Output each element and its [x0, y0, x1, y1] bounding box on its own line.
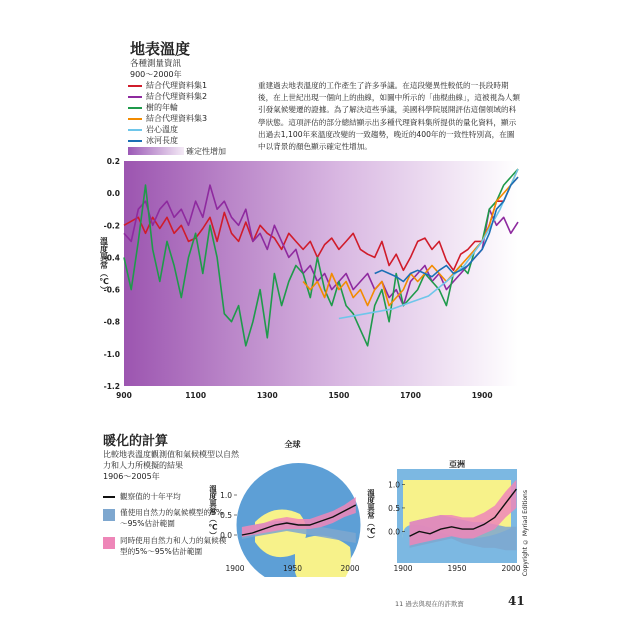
legend-label: 岩心溫度	[146, 125, 178, 134]
y-axis-label: 溫度異常（℃）	[208, 485, 218, 539]
subtitle: 各種測量資訊	[130, 59, 182, 69]
section-title: 暖化的計算	[103, 434, 169, 449]
y-tick-label: 0.2	[106, 157, 120, 166]
page-title: 地表溫度	[130, 40, 191, 58]
y-tick-label: -0.8	[103, 317, 120, 327]
y-tick-label: 0.5	[388, 503, 400, 513]
x-tick-label: 1100	[185, 391, 207, 400]
asia-model-chart	[365, 455, 523, 577]
legend-label: 結合代理資料集3	[146, 114, 208, 123]
x-tick-label: 1300	[256, 391, 278, 400]
legend-label: 結合代理資料集1	[146, 81, 208, 90]
y-tick-label: -0.4	[103, 253, 120, 263]
y-tick-label: 0.0	[388, 527, 400, 537]
y-tick-label: -1.0	[103, 349, 120, 359]
intro-paragraph: 重建過去地表溫度的工作產生了許多爭議。在這段變異性較低的一長段時期後，在上世紀出現一個向上的曲線，如圖中所示的「曲棍曲線」，這被視為人類引發氣候變遷的證據。為了解決這些爭議，美國科學院展開評估這個領域的科學狀態。這項評估的部分總結顯示出多種代理資料集所提供的量化資料，顯示出過去1,100年來溫度改變的一致趨勢，晚近的400年的一致性特別高，在圖中以背景的顏色顯示確定性增加。	[258, 81, 520, 152]
bottom-legend-label: 僅使用自然力的氣候模型的5%～95%估計範圍	[120, 508, 224, 528]
natural-band-swatch	[103, 509, 115, 521]
x-tick-label: 1900	[471, 391, 493, 400]
legend-swatch	[128, 96, 142, 98]
legend-swatch	[128, 107, 142, 109]
y-axis-label: 溫度異常（℃）	[100, 237, 109, 294]
y-tick-label: 1.0	[388, 480, 400, 490]
legend-label: 冰河長度	[146, 136, 178, 145]
y-axis-label: 溫度異常（℃）	[366, 489, 376, 543]
legend-label: 結合代理資料集2	[146, 92, 208, 101]
legend-swatch	[128, 85, 142, 87]
chart-title: 全球	[284, 440, 301, 449]
footer-text: 11 過去與現在的詐欺寶	[395, 600, 464, 608]
section-description-text: 比較地表溫度觀測值和氣候模型以自然力和人力所模擬的結果	[103, 450, 239, 470]
legend-item	[128, 80, 207, 91]
x-tick-label: 2000	[340, 564, 360, 573]
legend-item	[128, 102, 178, 113]
y-tick-label: -0.6	[103, 285, 120, 295]
x-tick-label: 1500	[328, 391, 350, 400]
legend-item	[128, 91, 207, 102]
y-tick-label: -0.2	[103, 221, 120, 231]
x-tick-label: 1950	[282, 564, 303, 573]
x-tick-label: 1950	[447, 564, 467, 573]
chart-title: 亞洲	[449, 460, 465, 469]
x-tick-label: 1900	[225, 564, 245, 573]
combined-band-swatch	[103, 537, 115, 549]
period-label: 900～2000年	[130, 70, 182, 79]
y-tick-label: 0.0	[220, 531, 232, 540]
x-tick-label: 1700	[400, 391, 421, 400]
y-tick-label: -1.2	[103, 382, 120, 391]
bottom-legend-label: 觀察值的十年平均	[120, 492, 181, 501]
main-temperature-chart	[100, 157, 525, 402]
legend-swatch	[128, 140, 142, 142]
observed-line-swatch	[103, 496, 115, 498]
y-tick-label: 0.0	[106, 189, 120, 199]
section-period: 1906～2005年	[103, 472, 160, 481]
legend-label: 樹的年輪	[146, 103, 178, 112]
y-tick-label: 1.0	[220, 491, 232, 500]
legend-item	[128, 124, 178, 135]
certainty-label: 確定性增加	[186, 147, 226, 156]
certainty-gradient-swatch	[128, 147, 184, 155]
x-tick-label: 1900	[393, 564, 413, 573]
x-tick-label: 2000	[501, 564, 521, 573]
legend-item	[128, 135, 178, 146]
legend-swatch	[128, 129, 142, 131]
y-tick-label: 0.5	[220, 511, 232, 520]
page-number: 41	[508, 594, 525, 608]
x-tick-label: 900	[116, 391, 132, 400]
legend-item	[128, 113, 207, 124]
global-model-chart	[205, 437, 365, 577]
bottom-legend-label: 同時使用自然力和人力的氣候模型的5%～95%估計範圍	[120, 536, 227, 556]
legend-swatch	[128, 118, 142, 120]
copyright: Copyright © Myriad Editions	[522, 490, 529, 577]
